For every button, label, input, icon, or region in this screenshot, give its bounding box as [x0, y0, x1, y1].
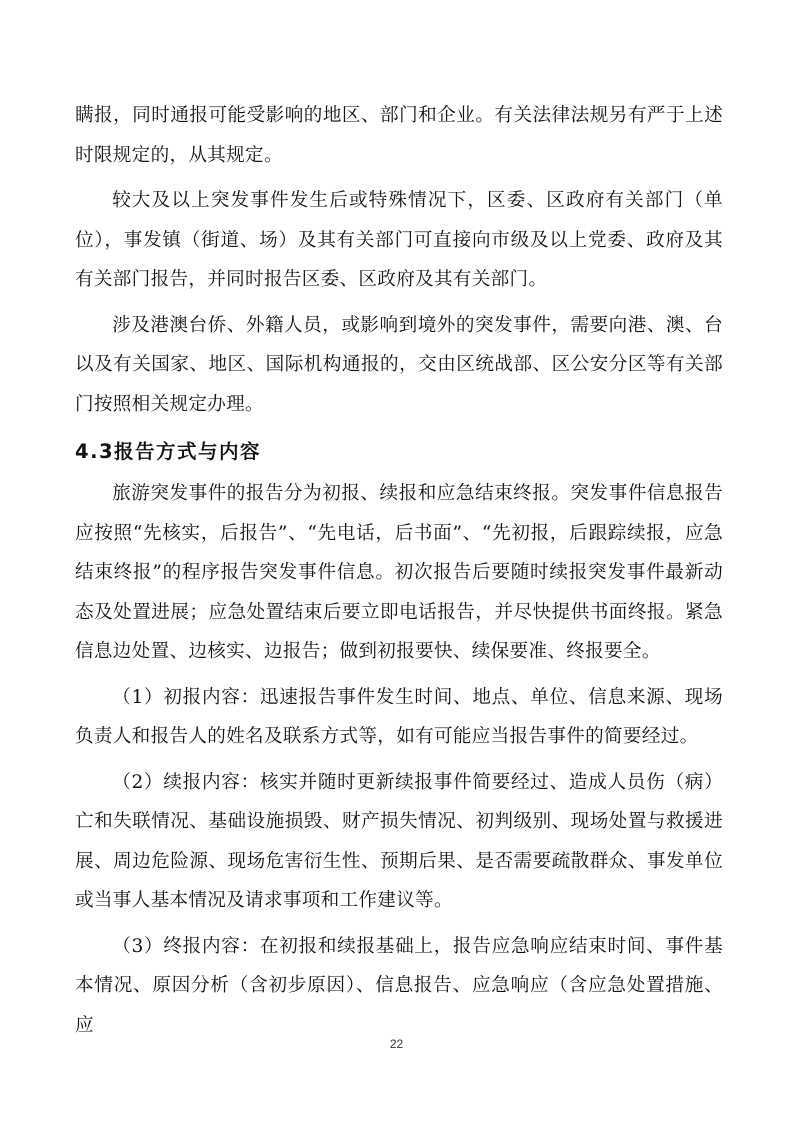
page-number: 22	[389, 1037, 404, 1051]
list-item-final-report: （3）终报内容：在初报和续报基础上，报告应急响应结束时间、事件基本情况、原因分析（含初步原因）、信息报告、应急响应（含应急处置措施、应	[75, 935, 723, 1036]
list-item-follow-up-report: （2）续报内容：核实并随时更新续报事件简要经过、造成人员伤（病）亡和失联情况、基础设施损毁、财产损失情况、初判级别、现场处置与救援进展、周边危险源、现场危害衍生性、预期后果、是否需要疏散群众、事发单位或当事人基本情况及请求事项和工作建议等。	[75, 771, 723, 911]
paragraph-report-types: 旅游突发事件的报告分为初报、续报和应急结束终报。突发事件信息报告应按照“先核实，后报告”、“先电话，后书面”、“先初报，后跟踪续报，应急结束终报”的程序报告突发事件信息。初次报告后要随时续报突发事件最新动态及处置进展；应急处置结束后要立即电话报告，并尽快提供书面终报。紧急信息边处置、边核实、边报告；做到初报要快、续保要准、终报要全。	[75, 483, 723, 662]
paragraph-major-incidents: 较大及以上突发事件发生后或特殊情况下，区委、区政府有关部门（单位），事发镇（街道、场）及其有关部门可直接向市级及以上党委、政府及其有关部门报告，并同时报告区委、区政府及其有关部门。	[75, 190, 723, 290]
document-page	[75, 96, 723, 1051]
list-item-initial-report: （1）初报内容：迅速报告事件发生时间、地点、单位、信息来源、现场负责人和报告人的姓名及联系方式等，如有可能应当报告事件的简要经过。	[75, 686, 723, 747]
paragraph-reporting-continuation: 瞒报，同时通报可能受影响的地区、部门和企业。有关法律法规另有严于上述时限规定的，从其规定。	[75, 105, 723, 166]
paragraph-foreign-related: 涉及港澳台侨、外籍人员，或影响到境外的突发事件，需要向港、澳、台以及有关国家、地区、国际机构通报的，交由区统战部、区公安分区等有关部门按照相关规定办理。	[75, 314, 723, 415]
section-heading: 4.3报告方式与内容	[75, 440, 262, 463]
